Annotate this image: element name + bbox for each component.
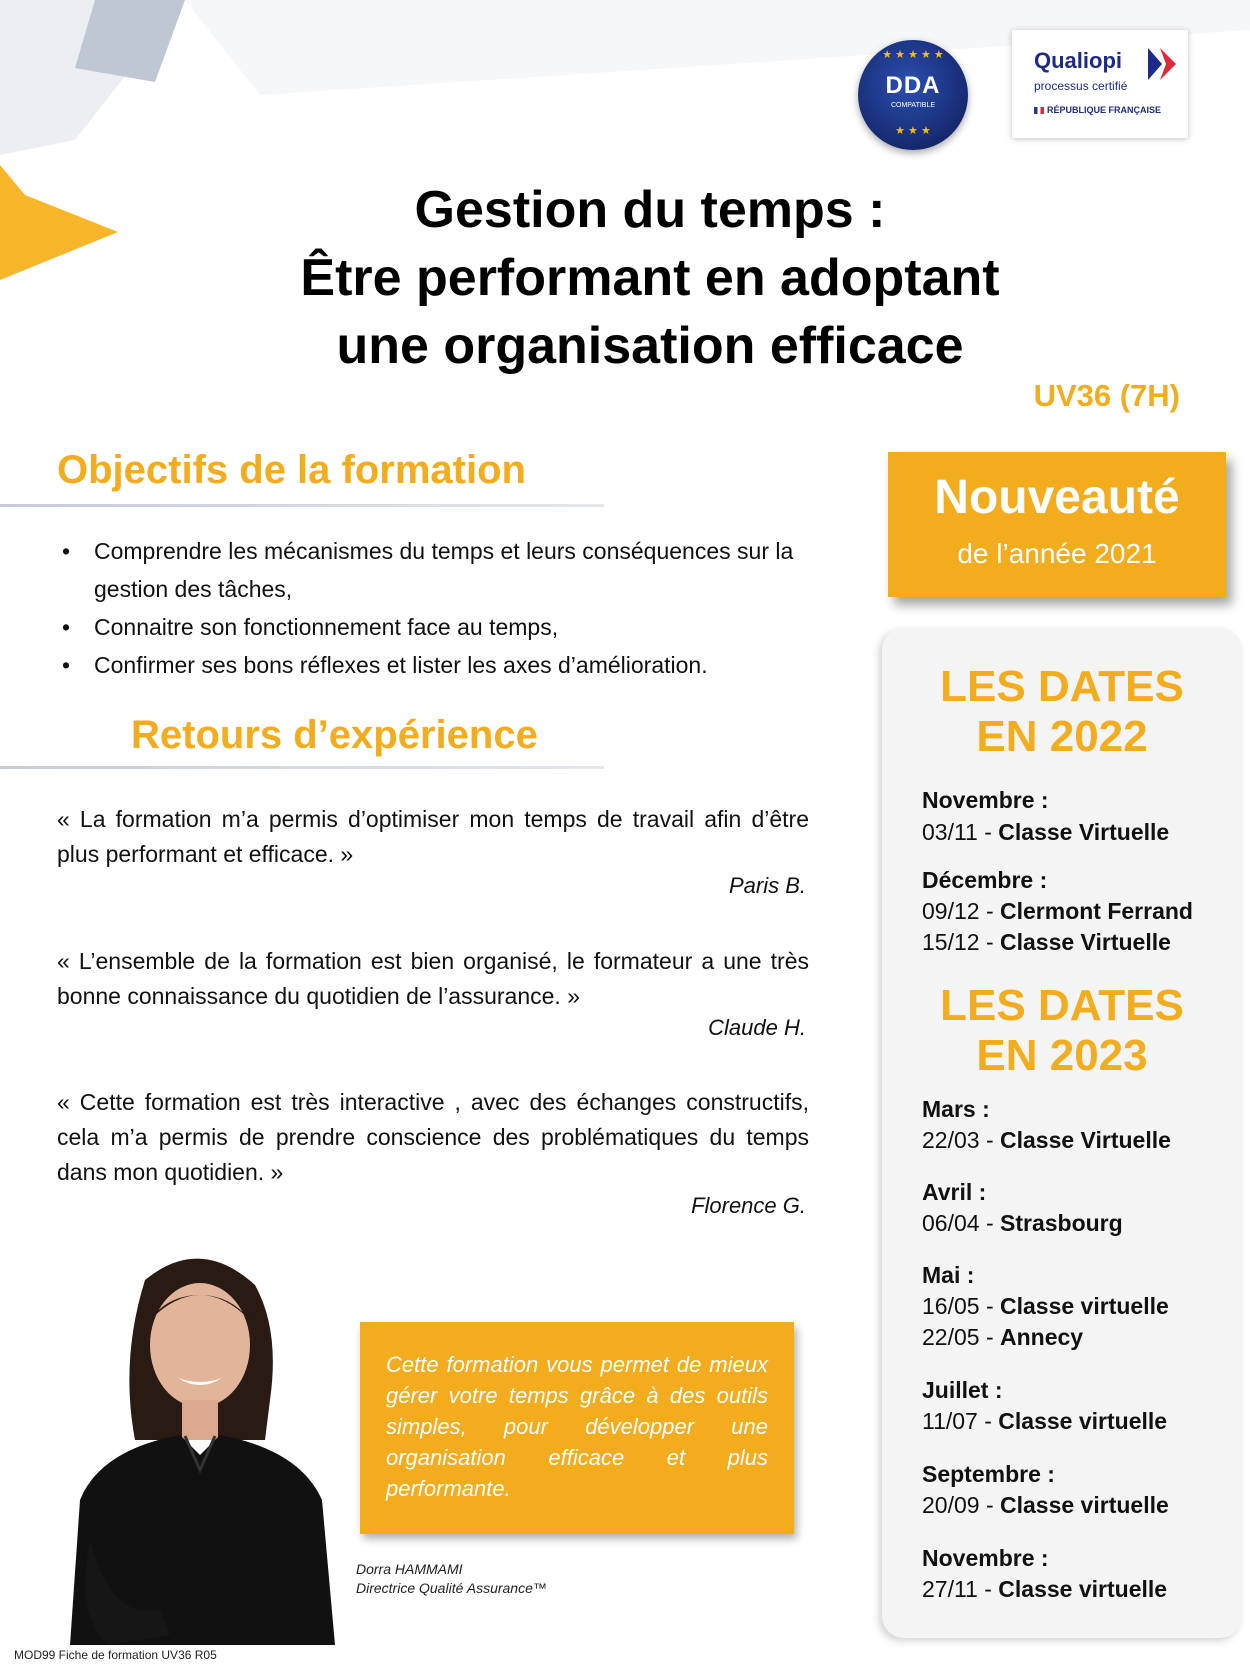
month-label: Juillet :: [922, 1377, 1003, 1403]
date-value: 06/04 -: [922, 1210, 1000, 1236]
french-flag-icon: [1034, 107, 1044, 114]
testimonial-author: Paris B.: [728, 873, 806, 898]
date-entry: [922, 1210, 1123, 1237]
dda-label: DDA: [885, 72, 941, 99]
deco-shape-yellow: [0, 165, 118, 280]
date-entry: [922, 1127, 1171, 1154]
month-label: Novembre :: [922, 1545, 1049, 1571]
dates-2023-heading-line2: EN 2023: [976, 1031, 1148, 1080]
testimonial-quote: « La formation m’a permis d’optimiser mon temps de travail afin d’être plus performant et efficace. »: [57, 806, 809, 867]
feedback-heading: Retours d’expérience: [131, 713, 538, 757]
qualiopi-logo: [1012, 30, 1188, 138]
date-place: Classe virtuelle: [1000, 1293, 1169, 1319]
qualiopi-arrow-icon: [1148, 48, 1178, 80]
date-place: Classe virtuelle: [998, 1576, 1168, 1602]
date-entry: [922, 898, 1193, 925]
date-value: 09/12 -: [922, 898, 1000, 924]
date-place: Annecy: [1000, 1324, 1084, 1350]
dates-2023-heading-line1: LES DATES: [940, 981, 1184, 1030]
dda-sub: COMPATIBLE: [890, 102, 936, 109]
deco-shape-grey: [75, 0, 185, 82]
trainer-photo: [50, 1240, 350, 1645]
month-label: Avril :: [922, 1179, 987, 1205]
objective-item: • Comprendre les mécanismes du temps et leurs conséquences sur la gestion des tâches,: [58, 532, 818, 608]
qualiopi-republic-text: RÉPUBLIQUE FRANÇAISE: [1047, 105, 1162, 115]
dates-2023-heading: [882, 981, 1242, 1081]
date-value: 03/11 -: [922, 819, 999, 845]
dates-2022-heading-line2: EN 2022: [976, 712, 1148, 761]
objectives-heading: Objectifs de la formation: [57, 448, 526, 492]
date-entry: [922, 819, 1169, 846]
dates-2022-heading: [882, 662, 1242, 762]
date-value: 15/12 -: [922, 929, 1000, 955]
testimonial-quote: « Cette formation est très interactive , avec des échanges constructifs, cela m’a permis de prendre conscience des problématiques du temps dans mon quotidien. »: [57, 1089, 809, 1185]
date-place: Classe virtuelle: [1000, 1492, 1169, 1518]
date-entry: [922, 1408, 1167, 1435]
promo-text: Cette formation vous permet de mieux gérer votre temps grâce à des outils simples, pour développer une organisation efficace et plus performante.: [386, 1352, 768, 1501]
date-value: 16/05 -: [922, 1293, 1000, 1319]
nouveaute-title: Nouveauté: [934, 471, 1180, 524]
objective-item: • Connaitre son fonctionnement face au temps,: [58, 608, 818, 646]
qualiopi-title: Qualiopi: [1034, 48, 1122, 73]
date-value: 22/05 -: [922, 1324, 1000, 1350]
date-place: Strasbourg: [1000, 1210, 1123, 1236]
date-value: 22/03 -: [922, 1127, 1000, 1153]
date-place: Classe Virtuelle: [1000, 929, 1171, 955]
date-entry: [922, 1492, 1169, 1519]
feedback-divider: [0, 766, 604, 769]
dda-stars-bottom: ★ ★ ★: [895, 125, 931, 137]
promo-box: [360, 1322, 794, 1534]
date-value: 20/09 -: [922, 1492, 1000, 1518]
month-label: Mai :: [922, 1262, 975, 1288]
month-label: Décembre :: [922, 867, 1048, 893]
dates-2022-heading-line1: LES DATES: [940, 662, 1184, 711]
date-value: 11/07 -: [922, 1408, 999, 1434]
title-line-1: Gestion du temps :: [414, 181, 886, 239]
nouveaute-subtitle: de l’année 2021: [957, 538, 1157, 569]
date-entry: [922, 1576, 1167, 1603]
page-title: [150, 176, 1150, 380]
date-place: Clermont Ferrand: [1000, 898, 1193, 924]
signature-name: Dorra HAMMAMI: [356, 1561, 463, 1577]
dda-stars: ★ ★ ★ ★ ★: [882, 49, 944, 61]
objectives-divider: [0, 504, 604, 507]
qualiopi-republic: [1034, 105, 1161, 115]
title-line-3: une organisation efficace: [336, 317, 964, 375]
month-label: Mars :: [922, 1096, 990, 1122]
date-place: Classe Virtuelle: [998, 819, 1170, 845]
nouveaute-badge: [888, 452, 1226, 597]
month-label: Novembre :: [922, 787, 1049, 813]
objective-item: • Confirmer ses bons réflexes et lister les axes d’amélioration.: [58, 646, 818, 684]
title-line-2: Être performant en adoptant: [300, 249, 1000, 307]
date-value: 27/11 -: [922, 1576, 999, 1602]
testimonial-quote: « L’ensemble de la formation est bien organisé, le formateur a une très bonne connaissance du quotidien de l’assurance. »: [57, 948, 809, 1009]
month-label: Septembre :: [922, 1461, 1055, 1487]
date-entry: [922, 1324, 1083, 1351]
date-entry: [922, 929, 1171, 956]
qualiopi-subtitle: processus certifié: [1034, 79, 1128, 93]
date-entry: [922, 1293, 1169, 1320]
objectives-list: [58, 532, 818, 684]
testimonial-author: Florence G.: [691, 1193, 806, 1218]
date-place: Classe Virtuelle: [1000, 1127, 1171, 1153]
dda-logo: [858, 40, 968, 150]
testimonial-author: Claude H.: [708, 1015, 806, 1040]
course-code: UV36 (7H): [1033, 378, 1180, 413]
signature-role: Directrice Qualité Assurance™: [356, 1580, 547, 1596]
date-place: Classe virtuelle: [998, 1408, 1168, 1434]
footer-reference: MOD99 Fiche de formation UV36 R05: [14, 1648, 217, 1662]
